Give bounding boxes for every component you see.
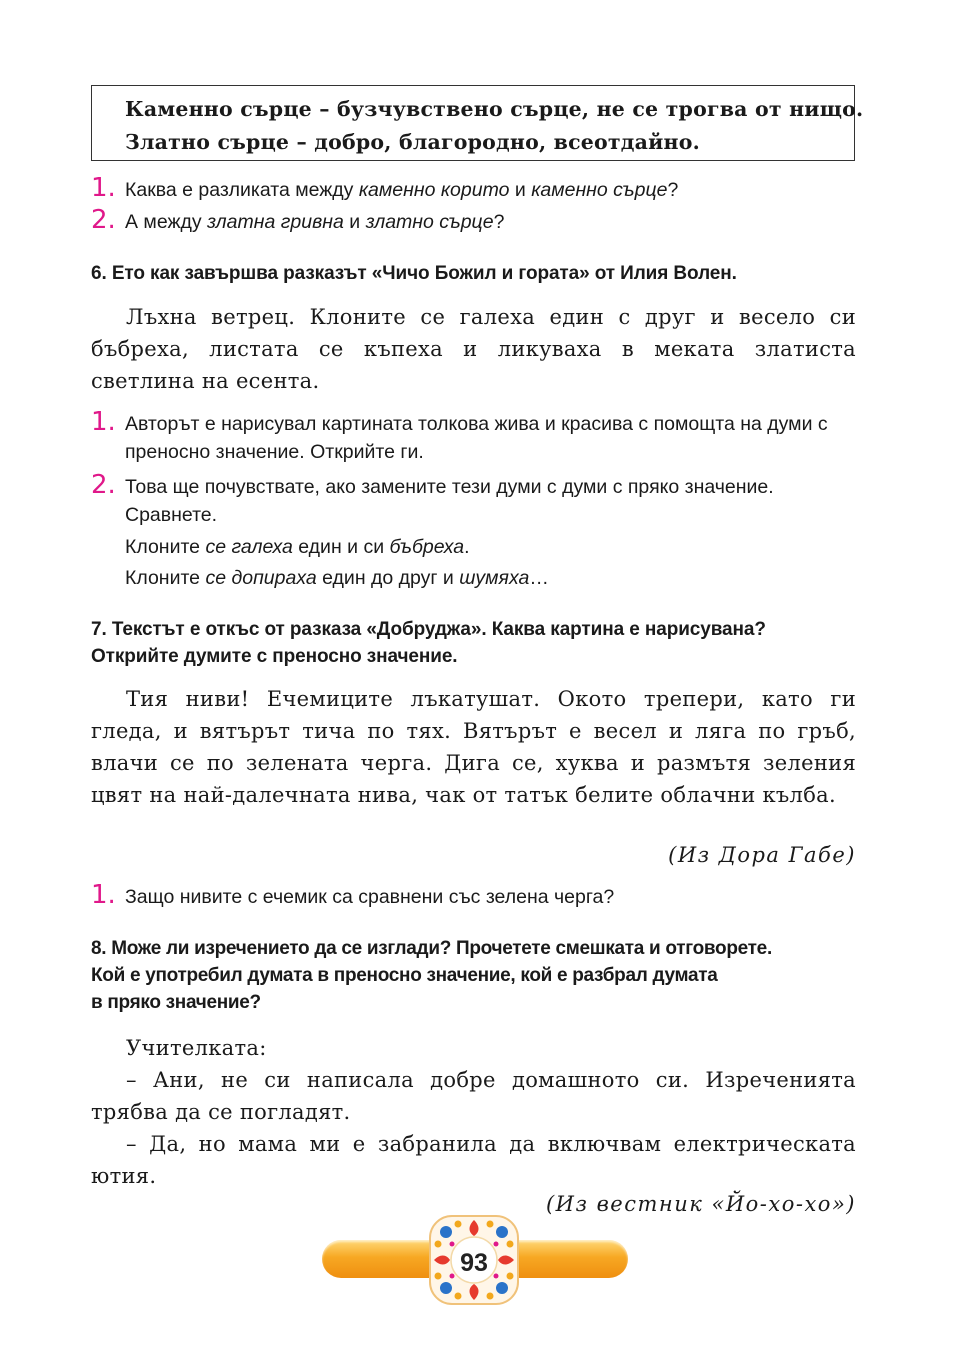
source-attribution: (Из Дора Габе) <box>668 843 856 867</box>
passage-line: Учителката: <box>126 1036 267 1060</box>
question-item <box>91 880 861 911</box>
passage-line: – Ани, не си написала добре домашното си. Изреченията трябва да се погладят. <box>91 1068 856 1124</box>
compare-line: Клоните се допираха един до друг и шумяха… <box>125 567 549 589</box>
question-text: А между златна гривна и златно сърце? <box>125 211 505 233</box>
question-number: 2. <box>91 470 116 500</box>
definition-line: Каменно сърце – бузчувствено сърце, не се трогва от нищо. <box>125 97 864 121</box>
question-text: Каква е разликата между каменно корито и каменно сърце? <box>125 179 679 201</box>
compare-line: Клоните се галеха един и си бъбреха. <box>125 536 470 558</box>
question-text: Защо нивите с ечемик са сравнени със зелена черга? <box>125 886 615 908</box>
question-text: Това ще почувствате, ако замените тези думи с думи с пряко значение. Сравнете. <box>125 476 774 526</box>
task-8-passage <box>91 1032 856 1192</box>
passage-paragraph: Тия ниви! Ечемиците лъкатушат. Окото трепери, като ги гледа, и вятърът тича по тях. Вятърът е весел и ляга по гръб, влачи се по зелената черга. Дига се, хуква и размътя зеления цвят на най-далечната нива, чак от татък белите облачни кълба. <box>91 687 856 807</box>
question-item <box>91 470 861 529</box>
passage-paragraph: Лъхна ветрец. Клоните се галеха един с друг и весело си бъбреха, листата се къпеха и ликуваха в меката златиста светлина на есента. <box>91 305 856 393</box>
task-6-passage <box>91 301 856 397</box>
passage-line: – Да, но мама ми е забранила да включвам електрическата ютия. <box>91 1132 856 1188</box>
question-number: 2. <box>91 205 116 235</box>
page-number: 93 <box>460 1249 488 1277</box>
source-attribution: (Из вестник «Йо-хо-хо») <box>545 1192 856 1216</box>
task-7-title: 7. Текстът е откъс от разказа «Добруджа». Каква картина е нарисувана? Открийте думите с преносно значение. <box>91 619 766 667</box>
task-8-title: 8. Може ли изречението да се изглади? Прочетете смешката и отговорете. Кой е употребил думата в преносно значение, кой е разбрал думата в пряко значение? <box>91 938 772 1013</box>
question-item <box>91 205 861 236</box>
task-7-passage <box>91 683 856 811</box>
question-number: 1. <box>91 407 116 437</box>
question-item <box>91 173 861 204</box>
question-text: Авторът е нарисувал картината толкова жива и красива с помощта на думи с преносно значение. Открийте ги. <box>125 413 828 463</box>
definition-box <box>91 85 864 161</box>
question-item <box>91 407 861 466</box>
task-6-title: 6. Ето как завършва разказът «Чичо Божил и гората» от Илия Волен. <box>91 263 737 284</box>
question-number: 1. <box>91 173 116 203</box>
definition-line: Златно сърце – добро, благородно, всеотдайно. <box>125 130 700 154</box>
question-number: 1. <box>91 880 116 910</box>
